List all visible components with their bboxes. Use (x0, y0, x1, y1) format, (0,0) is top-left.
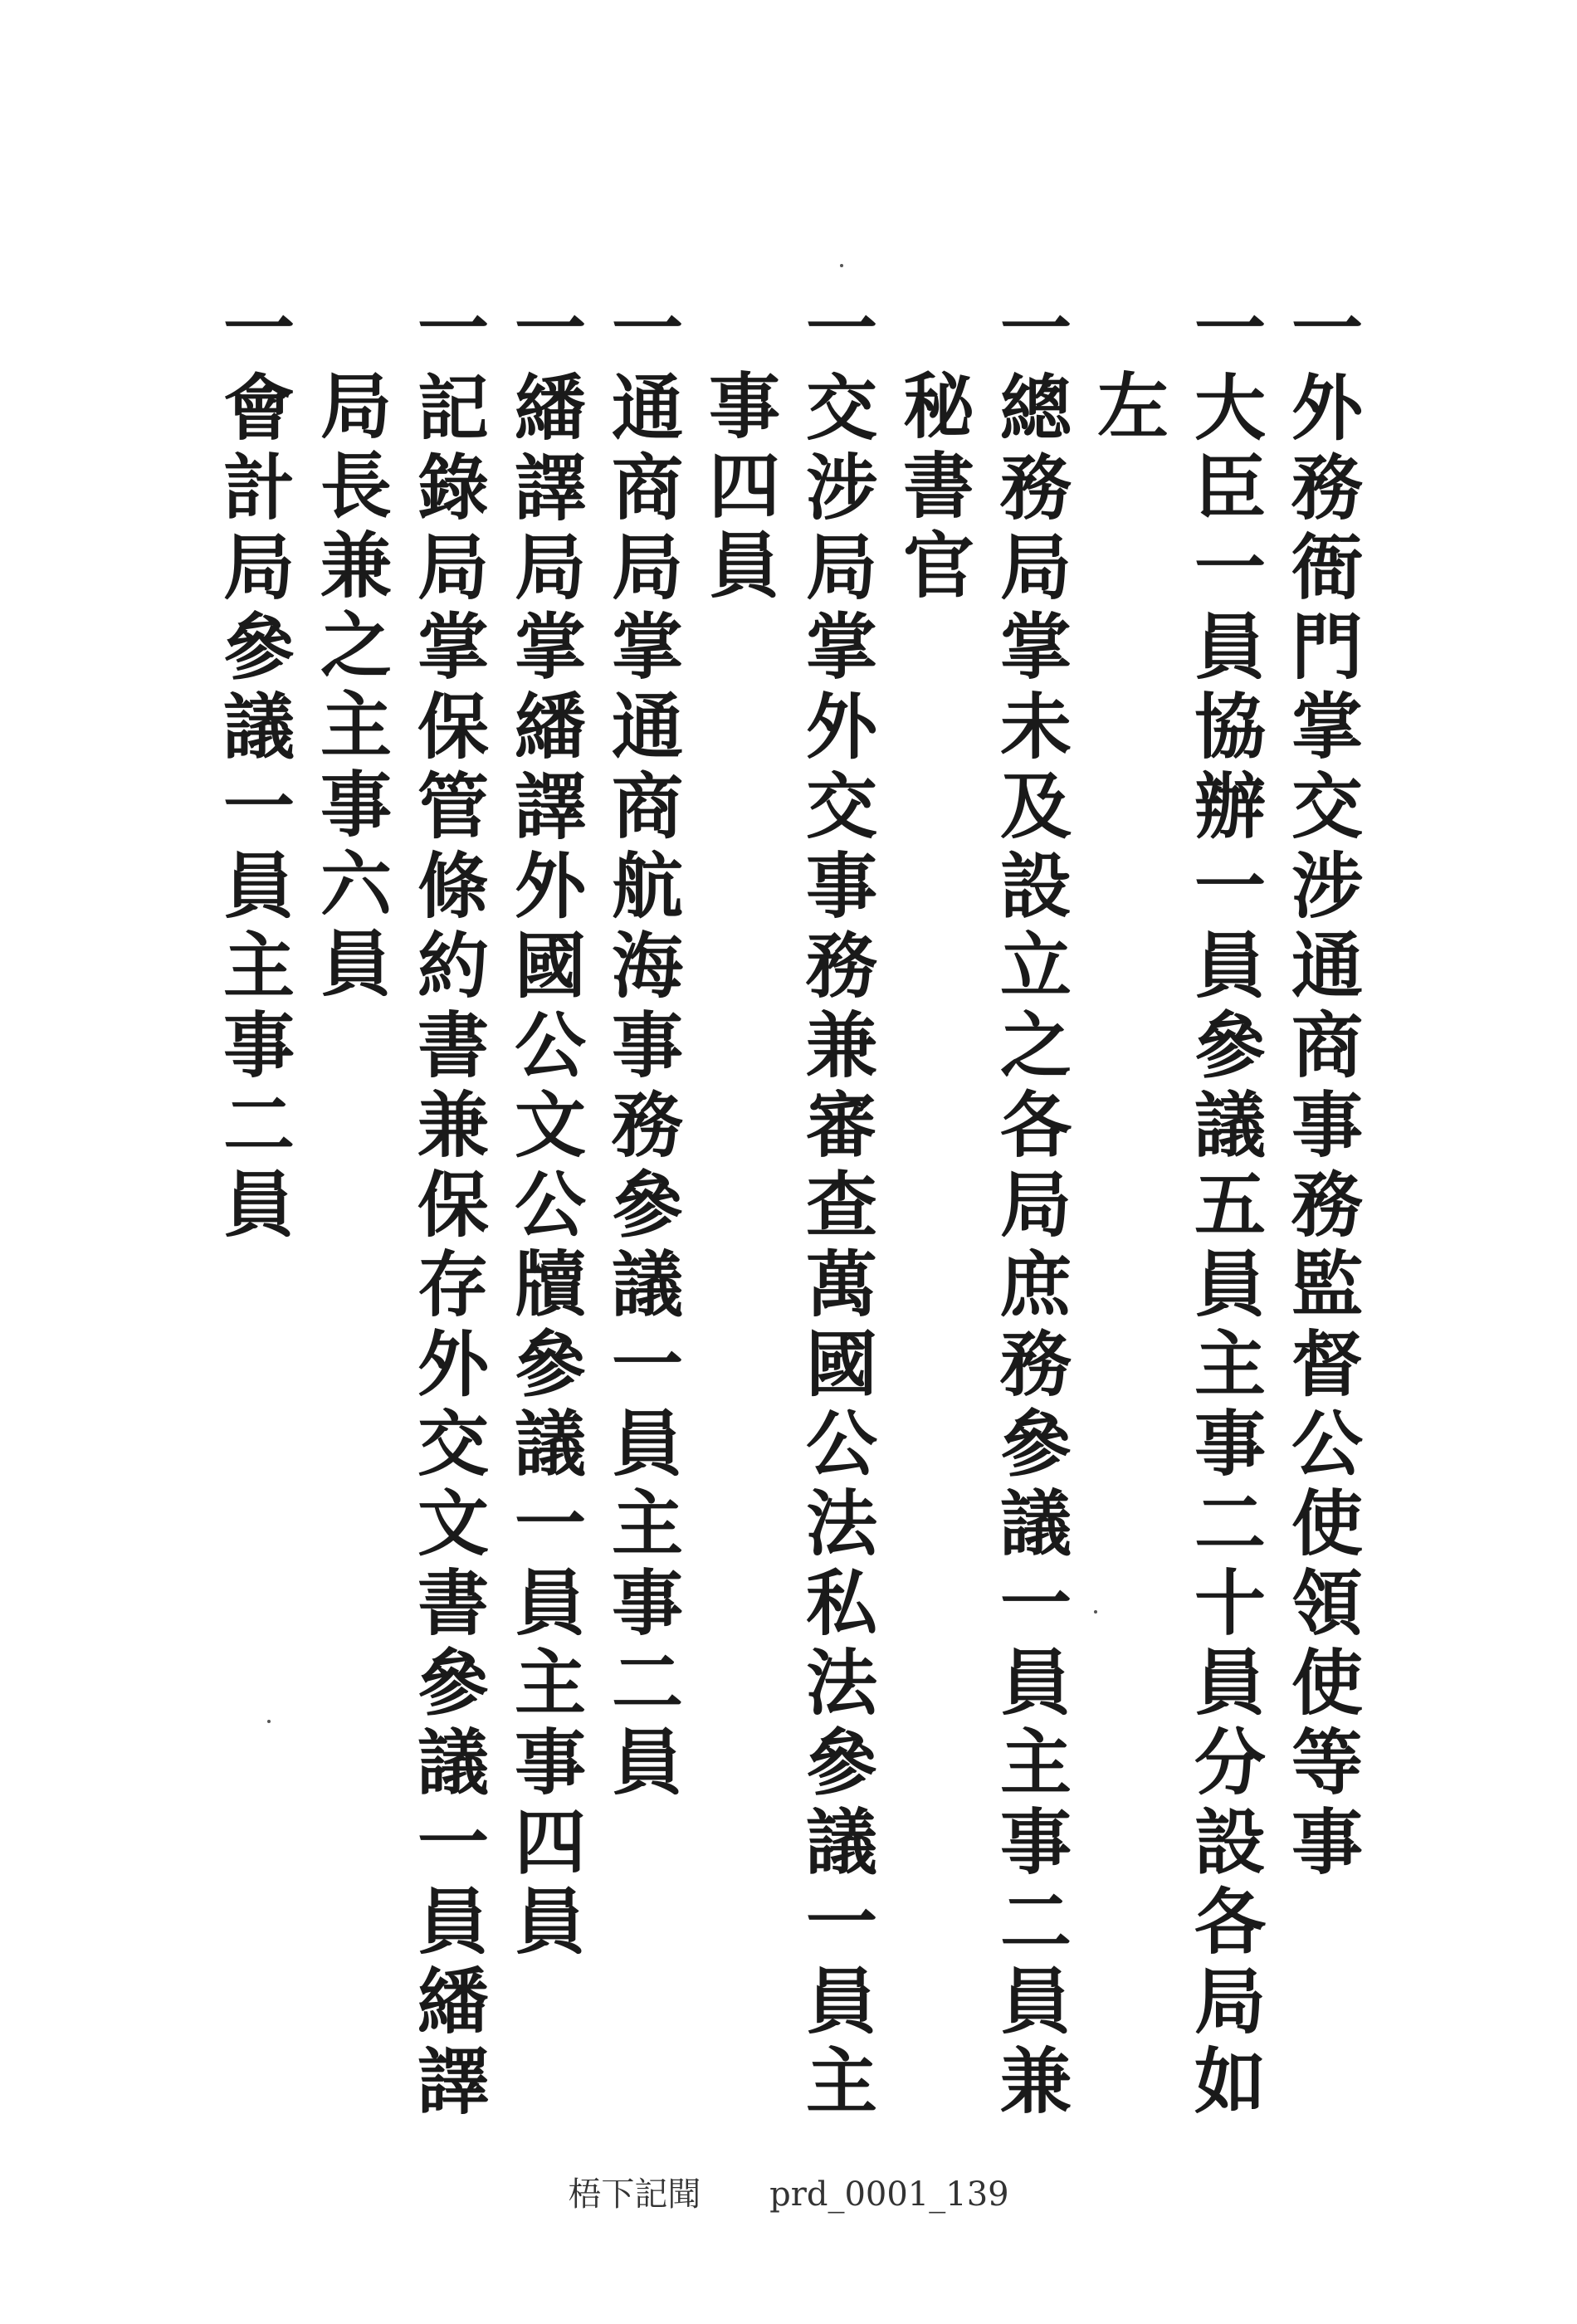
text-line-7: 事四員 (696, 369, 780, 608)
scan-speck (840, 264, 843, 267)
text-line-1: 一外務衙門掌交涉通商事務監督公使領使等事 (1279, 290, 1363, 1884)
scan-speck (267, 1720, 271, 1723)
text-line-5: 秘書官 (891, 369, 974, 608)
text-line-10: 一記錄局掌保管條約書兼保存外交文書參議一員繙譯 (405, 290, 489, 2123)
footer-page-id: prd_0001_139 (769, 2175, 1009, 2214)
text-line-11: 局長兼之主事六員 (308, 369, 392, 1006)
page-footer (0, 2168, 1577, 2215)
text-line-8: 一通商局掌通商航海事務參議一員主事二員 (599, 290, 683, 1804)
manuscript-text-block (211, 290, 1370, 2123)
footer-title: 梧下記聞 (568, 2175, 701, 2214)
text-line-9: 一繙譯局掌繙譯外國公文公牘參議一員主事四員 (502, 290, 586, 1964)
text-line-4: 一總務局掌未及設立之各局庶務參議一員主事二員兼 (988, 290, 1072, 2123)
text-line-2: 一大臣一員協辦一員參議五員主事二十員分設各局如 (1182, 290, 1266, 2123)
text-line-3: 左 (1085, 369, 1169, 448)
text-line-6: 一交涉局掌外交事務兼審查萬國公法私法參議一員主 (793, 290, 877, 2123)
text-line-12: 一會計局參議一員主事二員 (211, 290, 295, 1247)
scan-speck (1094, 1610, 1097, 1614)
